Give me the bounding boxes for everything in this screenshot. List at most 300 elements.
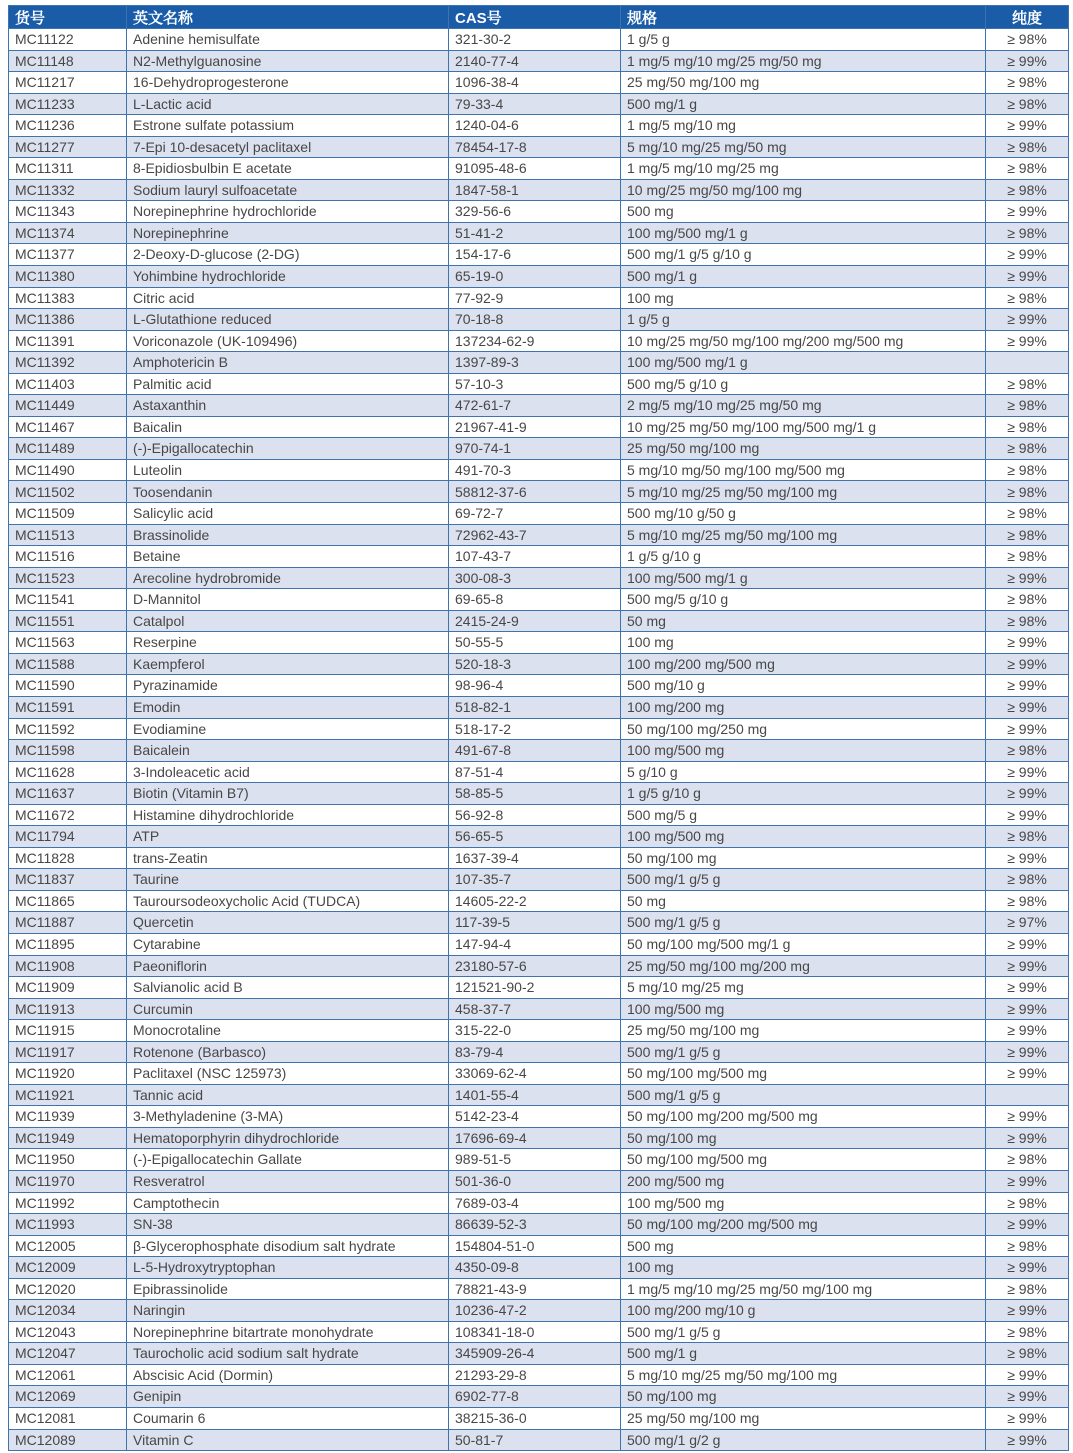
table-row	[9, 352, 1069, 374]
cell-english-name: Salicylic acid	[127, 503, 449, 525]
table-row	[9, 524, 1069, 546]
cell-item-no: MC11509	[9, 503, 127, 525]
table-row	[9, 1300, 1069, 1322]
cell-item-no: MC11541	[9, 589, 127, 611]
cell-english-name: Coumarin 6	[127, 1408, 449, 1430]
cell-english-name: Evodiamine	[127, 718, 449, 740]
cell-spec: 500 mg/1 g/5 g/10 g	[621, 244, 986, 266]
cell-item-no: MC11917	[9, 1041, 127, 1063]
cell-cas-no: 65-19-0	[449, 266, 621, 288]
column-header-item-no: 货号	[9, 6, 127, 29]
cell-purity: ≥ 98%	[986, 890, 1069, 912]
cell-item-no: MC11383	[9, 287, 127, 309]
cell-purity: ≥ 99%	[986, 1214, 1069, 1236]
table-row	[9, 1192, 1069, 1214]
cell-purity: ≥ 99%	[986, 1020, 1069, 1042]
cell-cas-no: 21293-29-8	[449, 1364, 621, 1386]
table-row	[9, 287, 1069, 309]
cell-spec: 50 mg/100 mg	[621, 1127, 986, 1149]
cell-english-name: trans-Zeatin	[127, 847, 449, 869]
cell-english-name: Resveratrol	[127, 1170, 449, 1192]
cell-spec: 100 mg/200 mg	[621, 696, 986, 718]
cell-spec: 1 mg/5 mg/10 mg	[621, 115, 986, 137]
table-row	[9, 1364, 1069, 1386]
cell-spec: 1 mg/5 mg/10 mg/25 mg/50 mg/100 mg	[621, 1278, 986, 1300]
cell-spec: 10 mg/25 mg/50 mg/100 mg/200 mg/500 mg	[621, 330, 986, 352]
cell-english-name: 3-Methyladenine (3-MA)	[127, 1106, 449, 1128]
cell-english-name: Paclitaxel (NSC 125973)	[127, 1063, 449, 1085]
cell-purity: ≥ 99%	[986, 1106, 1069, 1128]
cell-item-no: MC11489	[9, 438, 127, 460]
table-row	[9, 912, 1069, 934]
cell-english-name: Norepinephrine bitartrate monohydrate	[127, 1321, 449, 1343]
cell-item-no: MC11377	[9, 244, 127, 266]
cell-spec: 5 mg/10 mg/50 mg/100 mg/500 mg	[621, 459, 986, 481]
cell-spec: 5 mg/10 mg/25 mg/50 mg/100 mg	[621, 524, 986, 546]
cell-item-no: MC11490	[9, 459, 127, 481]
cell-spec: 500 mg/5 g	[621, 804, 986, 826]
cell-spec: 1 mg/5 mg/10 mg/25 mg	[621, 158, 986, 180]
cell-cas-no: 315-22-0	[449, 1020, 621, 1042]
cell-spec: 1 g/5 g/10 g	[621, 546, 986, 568]
cell-spec: 500 mg/1 g/5 g	[621, 912, 986, 934]
cell-english-name: Arecoline hydrobromide	[127, 567, 449, 589]
cell-cas-no: 1096-38-4	[449, 72, 621, 94]
table-row	[9, 438, 1069, 460]
cell-item-no: MC11380	[9, 266, 127, 288]
cell-purity: ≥ 98%	[986, 72, 1069, 94]
cell-purity: ≥ 98%	[986, 1278, 1069, 1300]
cell-item-no: MC11887	[9, 912, 127, 934]
cell-purity: ≥ 98%	[986, 93, 1069, 115]
cell-cas-no: 1401-55-4	[449, 1084, 621, 1106]
table-row	[9, 481, 1069, 503]
cell-purity: ≥ 98%	[986, 524, 1069, 546]
cell-english-name: Astaxanthin	[127, 395, 449, 417]
cell-spec: 500 mg/1 g	[621, 266, 986, 288]
cell-english-name: Norepinephrine	[127, 222, 449, 244]
cell-purity: ≥ 99%	[986, 675, 1069, 697]
cell-spec: 25 mg/50 mg/100 mg/200 mg	[621, 955, 986, 977]
cell-spec: 10 mg/25 mg/50 mg/100 mg	[621, 179, 986, 201]
cell-cas-no: 321-30-2	[449, 29, 621, 51]
cell-english-name: Sodium lauryl sulfoacetate	[127, 179, 449, 201]
cell-purity: ≥ 99%	[986, 718, 1069, 740]
cell-english-name: Yohimbine hydrochloride	[127, 266, 449, 288]
table-row	[9, 1408, 1069, 1430]
table-row	[9, 395, 1069, 417]
cell-cas-no: 472-61-7	[449, 395, 621, 417]
cell-spec: 25 mg/50 mg/100 mg	[621, 438, 986, 460]
cell-english-name: Biotin (Vitamin B7)	[127, 783, 449, 805]
cell-item-no: MC12089	[9, 1429, 127, 1451]
cell-cas-no: 91095-48-6	[449, 158, 621, 180]
table-row	[9, 890, 1069, 912]
cell-cas-no: 2415-24-9	[449, 610, 621, 632]
cell-cas-no: 79-33-4	[449, 93, 621, 115]
cell-purity: ≥ 99%	[986, 115, 1069, 137]
cell-spec: 100 mg/500 mg	[621, 826, 986, 848]
cell-cas-no: 72962-43-7	[449, 524, 621, 546]
cell-spec: 500 mg/1 g	[621, 93, 986, 115]
cell-english-name: Estrone sulfate potassium	[127, 115, 449, 137]
table-row	[9, 977, 1069, 999]
cell-english-name: Taurocholic acid sodium salt hydrate	[127, 1343, 449, 1365]
cell-english-name: Luteolin	[127, 459, 449, 481]
cell-item-no: MC12034	[9, 1300, 127, 1322]
cell-spec: 50 mg/100 mg/200 mg/500 mg	[621, 1106, 986, 1128]
cell-spec: 100 mg/500 mg	[621, 1192, 986, 1214]
cell-cas-no: 108341-18-0	[449, 1321, 621, 1343]
cell-item-no: MC11449	[9, 395, 127, 417]
cell-english-name: Camptothecin	[127, 1192, 449, 1214]
table-header-row	[9, 6, 1069, 29]
cell-spec: 100 mg	[621, 287, 986, 309]
cell-english-name: 3-Indoleacetic acid	[127, 761, 449, 783]
cell-spec: 10 mg/25 mg/50 mg/100 mg/500 mg/1 g	[621, 416, 986, 438]
cell-item-no: MC11563	[9, 632, 127, 654]
cell-item-no: MC11939	[9, 1106, 127, 1128]
cell-purity: ≥ 99%	[986, 244, 1069, 266]
table-row	[9, 610, 1069, 632]
table-row	[9, 416, 1069, 438]
cell-cas-no: 970-74-1	[449, 438, 621, 460]
cell-item-no: MC11386	[9, 309, 127, 331]
cell-purity: ≥ 97%	[986, 912, 1069, 934]
cell-spec: 100 mg/500 mg	[621, 740, 986, 762]
cell-item-no: MC11993	[9, 1214, 127, 1236]
cell-purity: ≥ 99%	[986, 309, 1069, 331]
cell-spec: 100 mg/500 mg/1 g	[621, 222, 986, 244]
cell-cas-no: 70-18-8	[449, 309, 621, 331]
cell-spec: 25 mg/50 mg/100 mg	[621, 1020, 986, 1042]
cell-english-name: D-Mannitol	[127, 589, 449, 611]
table-row	[9, 136, 1069, 158]
cell-item-no: MC12047	[9, 1343, 127, 1365]
cell-item-no: MC11391	[9, 330, 127, 352]
cell-english-name: Epibrassinolide	[127, 1278, 449, 1300]
cell-purity: ≥ 99%	[986, 1300, 1069, 1322]
cell-spec: 500 mg	[621, 1235, 986, 1257]
cell-item-no: MC11794	[9, 826, 127, 848]
cell-cas-no: 5142-23-4	[449, 1106, 621, 1128]
cell-purity: ≥ 98%	[986, 1192, 1069, 1214]
table-row	[9, 826, 1069, 848]
table-row	[9, 93, 1069, 115]
cell-purity: ≥ 99%	[986, 977, 1069, 999]
table-row	[9, 1041, 1069, 1063]
table-row	[9, 1127, 1069, 1149]
cell-purity: ≥ 98%	[986, 416, 1069, 438]
cell-english-name: Catalpol	[127, 610, 449, 632]
cell-english-name: Taurine	[127, 869, 449, 891]
cell-item-no: MC11828	[9, 847, 127, 869]
cell-cas-no: 57-10-3	[449, 373, 621, 395]
column-header-spec: 规格	[621, 6, 986, 29]
table-row	[9, 201, 1069, 223]
cell-cas-no: 7689-03-4	[449, 1192, 621, 1214]
cell-item-no: MC11949	[9, 1127, 127, 1149]
cell-cas-no: 56-65-5	[449, 826, 621, 848]
table-row	[9, 179, 1069, 201]
cell-spec: 50 mg	[621, 890, 986, 912]
table-row	[9, 503, 1069, 525]
cell-english-name: ATP	[127, 826, 449, 848]
cell-spec: 50 mg/100 mg	[621, 847, 986, 869]
cell-item-no: MC11236	[9, 115, 127, 137]
cell-english-name: Quercetin	[127, 912, 449, 934]
cell-spec: 100 mg/500 mg	[621, 998, 986, 1020]
cell-english-name: Palmitic acid	[127, 373, 449, 395]
cell-item-no: MC12043	[9, 1321, 127, 1343]
cell-cas-no: 56-92-8	[449, 804, 621, 826]
cell-english-name: Adenine hemisulfate	[127, 29, 449, 51]
cell-english-name: Emodin	[127, 696, 449, 718]
cell-purity: ≥ 98%	[986, 395, 1069, 417]
cell-item-no: MC11343	[9, 201, 127, 223]
table-row	[9, 869, 1069, 891]
cell-spec: 500 mg/1 g/5 g	[621, 1321, 986, 1343]
cell-cas-no: 87-51-4	[449, 761, 621, 783]
cell-english-name: 2-Deoxy-D-glucose (2-DG)	[127, 244, 449, 266]
cell-spec: 50 mg/100 mg/500 mg/1 g	[621, 933, 986, 955]
table-row	[9, 50, 1069, 72]
cell-purity: ≥ 99%	[986, 1170, 1069, 1192]
cell-cas-no: 154804-51-0	[449, 1235, 621, 1257]
cell-purity: ≥ 98%	[986, 740, 1069, 762]
cell-item-no: MC11467	[9, 416, 127, 438]
cell-cas-no: 77-92-9	[449, 287, 621, 309]
cell-spec: 500 mg/5 g/10 g	[621, 373, 986, 395]
cell-purity: ≥ 98%	[986, 1235, 1069, 1257]
cell-item-no: MC11628	[9, 761, 127, 783]
cell-item-no: MC11591	[9, 696, 127, 718]
table-row	[9, 1278, 1069, 1300]
cell-cas-no: 1847-58-1	[449, 179, 621, 201]
cell-purity: ≥ 98%	[986, 459, 1069, 481]
cell-cas-no: 86639-52-3	[449, 1214, 621, 1236]
product-catalog-table	[8, 5, 1069, 1451]
cell-purity: ≥ 99%	[986, 933, 1069, 955]
cell-spec: 200 mg/500 mg	[621, 1170, 986, 1192]
cell-item-no: MC12020	[9, 1278, 127, 1300]
cell-item-no: MC11233	[9, 93, 127, 115]
cell-spec: 1 g/5 g/10 g	[621, 783, 986, 805]
cell-english-name: Baicalin	[127, 416, 449, 438]
cell-spec: 500 mg/5 g/10 g	[621, 589, 986, 611]
cell-cas-no: 69-72-7	[449, 503, 621, 525]
cell-spec: 500 mg/1 g/2 g	[621, 1429, 986, 1451]
cell-spec: 50 mg/100 mg/500 mg	[621, 1063, 986, 1085]
table-row	[9, 309, 1069, 331]
catalog-table-body	[9, 29, 1069, 1451]
cell-purity: ≥ 99%	[986, 1364, 1069, 1386]
cell-spec: 100 mg/200 mg/500 mg	[621, 653, 986, 675]
cell-purity: ≥ 98%	[986, 438, 1069, 460]
table-row	[9, 266, 1069, 288]
cell-item-no: MC11913	[9, 998, 127, 1020]
cell-spec: 5 g/10 g	[621, 761, 986, 783]
cell-cas-no: 147-94-4	[449, 933, 621, 955]
cell-cas-no: 518-17-2	[449, 718, 621, 740]
cell-spec: 5 mg/10 mg/25 mg/50 mg/100 mg	[621, 1364, 986, 1386]
cell-cas-no: 1637-39-4	[449, 847, 621, 869]
cell-english-name: (-)-Epigallocatechin Gallate	[127, 1149, 449, 1171]
cell-item-no: MC11637	[9, 783, 127, 805]
cell-purity: ≥ 98%	[986, 373, 1069, 395]
cell-purity: ≥ 98%	[986, 546, 1069, 568]
cell-cas-no: 38215-36-0	[449, 1408, 621, 1430]
cell-purity: ≥ 98%	[986, 589, 1069, 611]
table-row	[9, 373, 1069, 395]
cell-cas-no: 1240-04-6	[449, 115, 621, 137]
cell-cas-no: 14605-22-2	[449, 890, 621, 912]
cell-english-name: Curcumin	[127, 998, 449, 1020]
table-row	[9, 675, 1069, 697]
cell-english-name: Betaine	[127, 546, 449, 568]
cell-cas-no: 300-08-3	[449, 567, 621, 589]
cell-cas-no: 83-79-4	[449, 1041, 621, 1063]
cell-english-name: Hematoporphyrin dihydrochloride	[127, 1127, 449, 1149]
cell-cas-no: 2140-77-4	[449, 50, 621, 72]
cell-purity: ≥ 99%	[986, 696, 1069, 718]
table-row	[9, 1429, 1069, 1451]
table-row	[9, 783, 1069, 805]
cell-cas-no: 21967-41-9	[449, 416, 621, 438]
cell-item-no: MC11992	[9, 1192, 127, 1214]
table-row	[9, 567, 1069, 589]
cell-purity: ≥ 99%	[986, 1041, 1069, 1063]
cell-cas-no: 458-37-7	[449, 998, 621, 1020]
cell-item-no: MC11970	[9, 1170, 127, 1192]
table-row	[9, 330, 1069, 352]
cell-purity: ≥ 99%	[986, 1257, 1069, 1279]
cell-english-name: Rotenone (Barbasco)	[127, 1041, 449, 1063]
cell-item-no: MC11588	[9, 653, 127, 675]
cell-item-no: MC12009	[9, 1257, 127, 1279]
cell-cas-no: 58812-37-6	[449, 481, 621, 503]
cell-english-name: Tannic acid	[127, 1084, 449, 1106]
table-row	[9, 1321, 1069, 1343]
column-header-english-name: 英文名称	[127, 6, 449, 29]
cell-spec: 500 mg/1 g/5 g	[621, 1041, 986, 1063]
table-row	[9, 589, 1069, 611]
cell-purity: ≥ 99%	[986, 266, 1069, 288]
cell-purity	[986, 1084, 1069, 1106]
cell-english-name: Kaempferol	[127, 653, 449, 675]
table-row	[9, 1149, 1069, 1171]
cell-cas-no: 329-56-6	[449, 201, 621, 223]
cell-cas-no: 78454-17-8	[449, 136, 621, 158]
table-row	[9, 546, 1069, 568]
table-row	[9, 459, 1069, 481]
cell-english-name: Brassinolide	[127, 524, 449, 546]
cell-cas-no: 58-85-5	[449, 783, 621, 805]
cell-item-no: MC11516	[9, 546, 127, 568]
cell-item-no: MC11920	[9, 1063, 127, 1085]
cell-english-name: Vitamin C	[127, 1429, 449, 1451]
cell-item-no: MC11590	[9, 675, 127, 697]
cell-spec: 1 g/5 g	[621, 309, 986, 331]
cell-spec: 1 mg/5 mg/10 mg/25 mg/50 mg	[621, 50, 986, 72]
cell-english-name: Cytarabine	[127, 933, 449, 955]
cell-cas-no: 4350-09-8	[449, 1257, 621, 1279]
cell-cas-no: 51-41-2	[449, 222, 621, 244]
cell-purity: ≥ 99%	[986, 761, 1069, 783]
cell-spec: 25 mg/50 mg/100 mg	[621, 1408, 986, 1430]
cell-item-no: MC12005	[9, 1235, 127, 1257]
table-row	[9, 222, 1069, 244]
cell-spec: 100 mg	[621, 1257, 986, 1279]
table-row	[9, 632, 1069, 654]
cell-item-no: MC11513	[9, 524, 127, 546]
cell-purity: ≥ 98%	[986, 222, 1069, 244]
cell-item-no: MC11921	[9, 1084, 127, 1106]
cell-english-name: 16-Dehydroprogesterone	[127, 72, 449, 94]
table-row	[9, 933, 1069, 955]
table-row	[9, 1084, 1069, 1106]
cell-english-name: Genipin	[127, 1386, 449, 1408]
table-row	[9, 696, 1069, 718]
table-row	[9, 29, 1069, 51]
cell-english-name: (-)-Epigallocatechin	[127, 438, 449, 460]
cell-spec: 5 mg/10 mg/25 mg	[621, 977, 986, 999]
cell-spec: 25 mg/50 mg/100 mg	[621, 72, 986, 94]
cell-cas-no: 121521-90-2	[449, 977, 621, 999]
cell-spec: 100 mg/500 mg/1 g	[621, 567, 986, 589]
cell-spec: 500 mg/1 g/5 g	[621, 869, 986, 891]
cell-purity: ≥ 99%	[986, 783, 1069, 805]
cell-english-name: Citric acid	[127, 287, 449, 309]
table-row	[9, 847, 1069, 869]
cell-cas-no: 137234-62-9	[449, 330, 621, 352]
cell-spec: 50 mg	[621, 610, 986, 632]
cell-item-no: MC11950	[9, 1149, 127, 1171]
cell-purity: ≥ 99%	[986, 330, 1069, 352]
cell-purity: ≥ 98%	[986, 503, 1069, 525]
cell-item-no: MC11403	[9, 373, 127, 395]
cell-cas-no: 491-70-3	[449, 459, 621, 481]
cell-spec: 1 g/5 g	[621, 29, 986, 51]
cell-purity: ≥ 99%	[986, 847, 1069, 869]
table-row	[9, 244, 1069, 266]
cell-item-no: MC11277	[9, 136, 127, 158]
cell-spec: 500 mg/1 g/5 g	[621, 1084, 986, 1106]
cell-item-no: MC12061	[9, 1364, 127, 1386]
table-row	[9, 72, 1069, 94]
cell-spec: 2 mg/5 mg/10 mg/25 mg/50 mg	[621, 395, 986, 417]
cell-spec: 5 mg/10 mg/25 mg/50 mg/100 mg	[621, 481, 986, 503]
cell-english-name: Norepinephrine hydrochloride	[127, 201, 449, 223]
cell-item-no: MC11909	[9, 977, 127, 999]
cell-item-no: MC11592	[9, 718, 127, 740]
table-row	[9, 1020, 1069, 1042]
cell-cas-no: 33069-62-4	[449, 1063, 621, 1085]
cell-spec: 100 mg/500 mg/1 g	[621, 352, 986, 374]
cell-purity: ≥ 98%	[986, 869, 1069, 891]
cell-purity: ≥ 99%	[986, 955, 1069, 977]
cell-english-name: Tauroursodeoxycholic Acid (TUDCA)	[127, 890, 449, 912]
cell-cas-no: 154-17-6	[449, 244, 621, 266]
cell-spec: 500 mg/10 g	[621, 675, 986, 697]
cell-spec: 500 mg	[621, 201, 986, 223]
table-row	[9, 1063, 1069, 1085]
cell-spec: 5 mg/10 mg/25 mg/50 mg	[621, 136, 986, 158]
table-row	[9, 761, 1069, 783]
cell-spec: 50 mg/100 mg/200 mg/500 mg	[621, 1214, 986, 1236]
cell-cas-no: 491-67-8	[449, 740, 621, 762]
cell-spec: 500 mg/10 g/50 g	[621, 503, 986, 525]
